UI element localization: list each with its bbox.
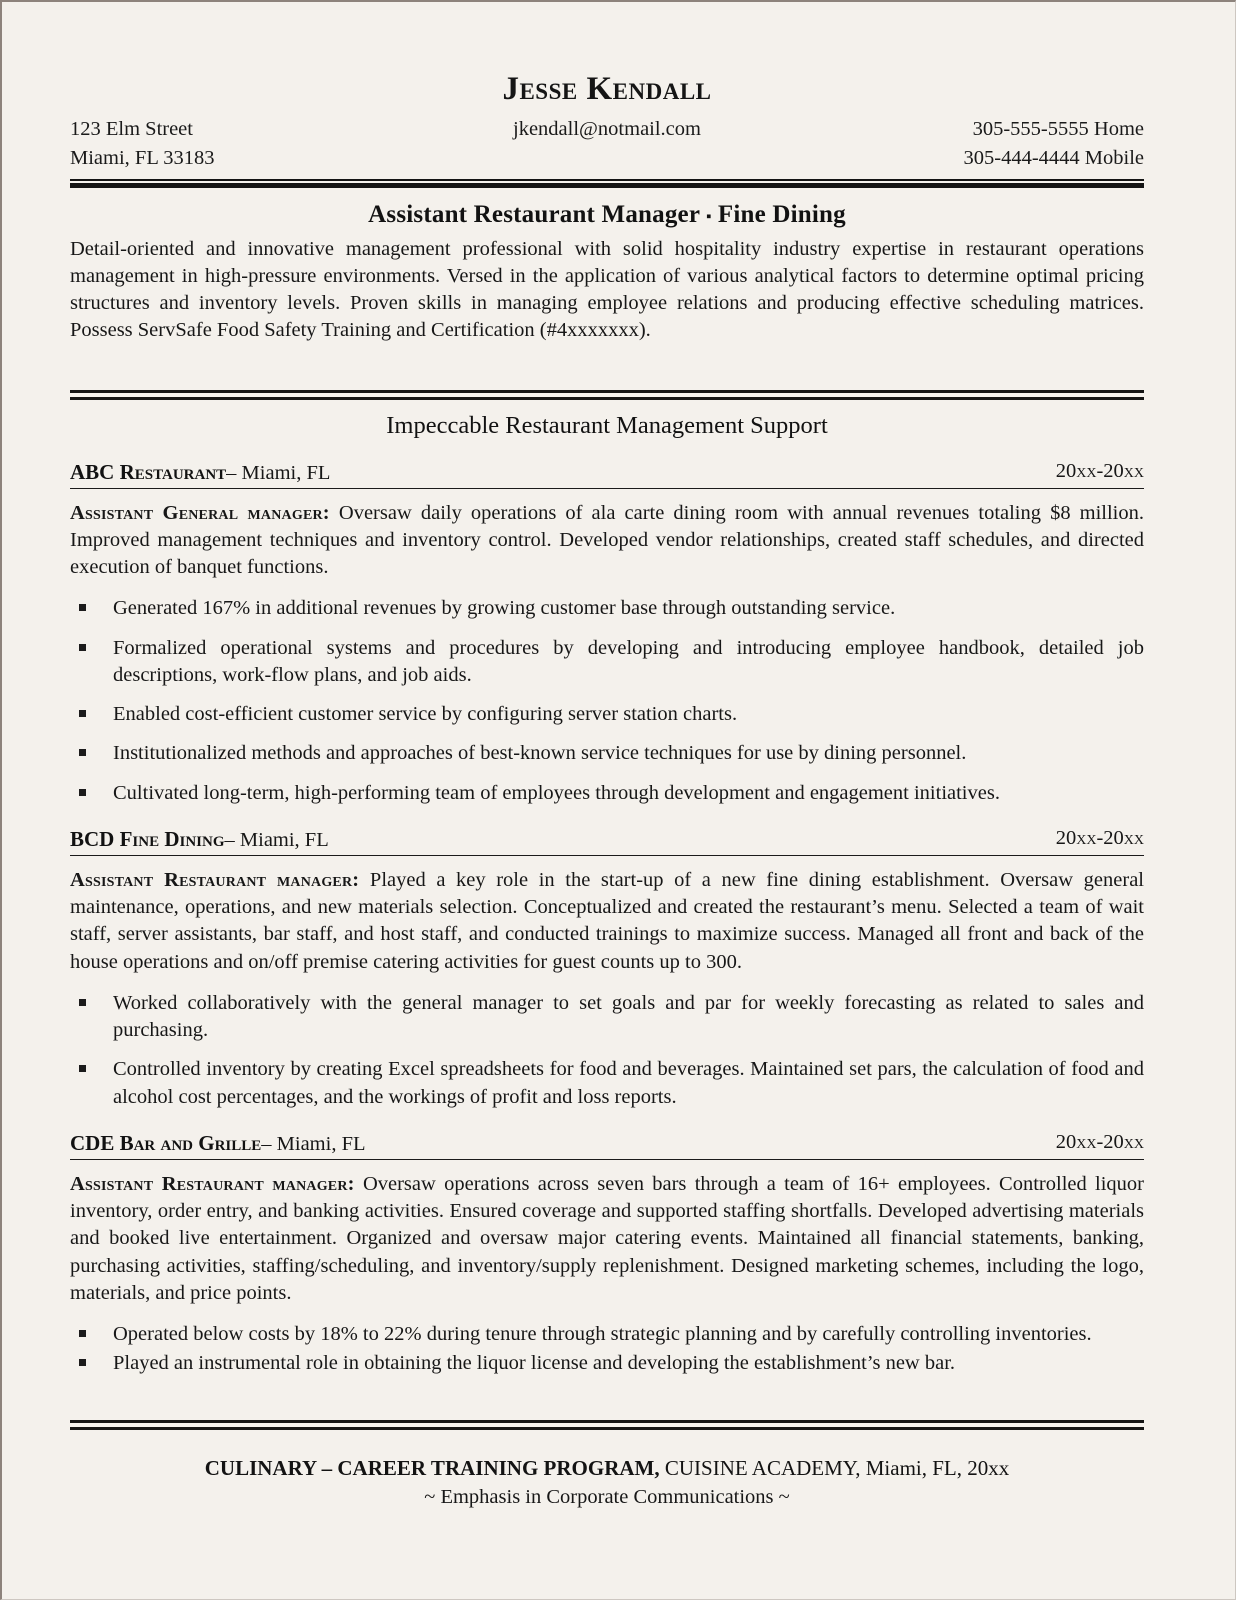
list-item [70,1056,1144,1111]
list-item [70,780,1144,807]
address-line-1: 123 Elm Street [70,117,193,140]
list-item [70,1350,1144,1377]
professional-summary: Detail-oriented and innovative management professional with solid hospitality industry expertise in restaurant operations management in high-pressure environments. Versed in the application of various analytical factors to determine optimal pricing structures and inventory levels. Proven skills in managing employee relations and producing effective scheduling matrices. Possess ServSafe Food Safety Training and Certification (#4xxxxxxx). [70,237,1144,342]
phone-home: 305-555-5555 Home [972,117,1144,140]
job-description-text: Oversaw daily operations of ala carte dining room with annual revenues totaling $8 million. Improved management techniques and inventory control. Developed vendor relationships, created staff schedules, and directed execution of banquet functions. [70,501,1145,579]
header-divider [70,179,1144,188]
achievement-text: Played an instrumental role in obtaining the liquor license and developing the establishment’s new bar. [113,1352,956,1375]
job-company: ABC Restaurant [70,459,227,484]
job-location: – Miami, FL [224,828,329,851]
square-bullet-icon [79,1330,86,1337]
education-place: Miami, FL, 20xx [860,1455,1010,1480]
target-job-title [70,201,1144,229]
section-divider-top [70,390,1144,400]
job-achievements-list [70,595,1144,807]
job-description [70,500,1144,582]
education-program-line [70,1456,1144,1481]
achievement-text: Worked collaboratively with the general manager to set goals and par for weekly forecasting as related to sales and purchasing. [113,991,1144,1042]
email-address: jkendall@notmail.com [513,117,701,140]
list-item [70,595,1144,622]
job-location: – Miami, FL [226,461,331,484]
job-description [70,1171,1144,1307]
job-dates: 20xx-20xx [1055,1130,1144,1153]
education-program: CULINARY – CAREER TRAINING PROGRAM, [204,1455,660,1480]
contact-block [70,115,1144,173]
achievement-text: Enabled cost-efficient customer service by configuring server station charts. [113,703,738,726]
job-company: CDE Bar and Grille [70,1130,262,1155]
target-title-secondary: Fine Dining [717,200,846,228]
square-bullet-icon [79,789,86,796]
phone-mobile: 305-444-4444 Mobile [963,147,1144,170]
section-divider-bottom [70,1420,1144,1430]
square-bullet-icon [79,999,86,1006]
square-bullet-icon [79,644,86,651]
address-line-2: Miami, FL 33183 [70,147,215,170]
target-title-primary: Assistant Restaurant Manager [368,200,700,228]
square-bullet-icon [79,604,86,611]
job-description [70,867,1144,976]
resume-content [70,2,1144,1509]
job-entry [70,1131,1144,1378]
job-role-title: Assistant Restaurant manager: [70,1172,355,1195]
education-school: CUISINE ACADEMY, [659,1455,861,1480]
job-achievements-list [70,990,1144,1111]
candidate-name: Jesse Kendall [502,71,712,107]
job-dates: 20xx-20xx [1055,826,1144,849]
achievement-text: Institutionalized methods and approaches of best-known service techniques for use by dining personnel. [113,742,967,765]
phone-block [964,115,1145,174]
achievement-text: Operated below costs by 18% to 22% during tenure through strategic planning and by carefully controlling inventories. [113,1323,1092,1346]
square-separator-icon: ▪ [706,208,712,225]
job-role-title: Assistant Restaurant manager: [70,868,360,891]
job-role-title: Assistant General manager: [70,501,330,524]
achievement-text: Cultivated long-term, high-performing team of employees through development and engagement initiatives. [113,781,1000,804]
job-achievements-list [70,1321,1144,1378]
achievement-text: Controlled inventory by creating Excel spreadsheets for food and beverages. Maintained set pars, the calculation of food and alcohol cost percentages, and the workings of profit and loss reports. [113,1058,1144,1108]
job-header [70,827,1144,856]
square-bullet-icon [79,710,86,717]
experience-section [70,390,1144,1378]
job-header [70,460,1144,489]
square-bullet-icon [79,749,86,756]
job-company: BCD Fine Dining [70,826,225,851]
section-heading: Impeccable Restaurant Management Support [386,411,828,439]
job-description-text: Played a key role in the start-up of a new fine dining establishment. Oversaw general maintenance, operations, and new materials selection. Conceptualized and created the restaurant’s menu. Selected a team of wait staff, server assistants, bar staff, and host staff, and conducted trainings to maximize success. Managed all front and back of the house operations and on/off premise catering activities for guest counts up to 300. [70,868,1144,973]
job-header [70,1131,1144,1160]
list-item [70,1321,1144,1348]
square-bullet-icon [79,1065,86,1072]
list-item [70,740,1144,767]
list-item [70,635,1144,690]
square-bullet-icon [79,1359,86,1366]
job-dates: 20xx-20xx [1055,459,1144,482]
achievement-text: Generated 167% in additional revenues by growing customer base through outstanding service. [113,597,896,620]
job-entry [70,827,1144,1111]
job-location: – Miami, FL [261,1132,366,1155]
list-item [70,701,1144,728]
list-item [70,990,1144,1045]
education-section [70,1420,1144,1509]
achievement-text: Formalized operational systems and procedures by developing and introducing employee handbook, detailed job descriptions, work-flow plans, and job aids. [113,636,1144,686]
job-entry [70,460,1144,807]
job-description-text: Oversaw operations across seven bars through a team of 16+ employees. Controlled liquor inventory, order entry, and banking activities. Ensured coverage and supported staffing shortfalls. Developed advertising materials and booked live entertainment. Organized and oversaw major catering events. Maintained all financial statements, banking, purchasing activities, staffing/scheduling, and inventory/supply replenishment. Designed marketing schemes, including the logo, materials, and price points. [70,1172,1144,1304]
education-emphasis: ~ Emphasis in Corporate Communications ~ [424,1485,790,1508]
